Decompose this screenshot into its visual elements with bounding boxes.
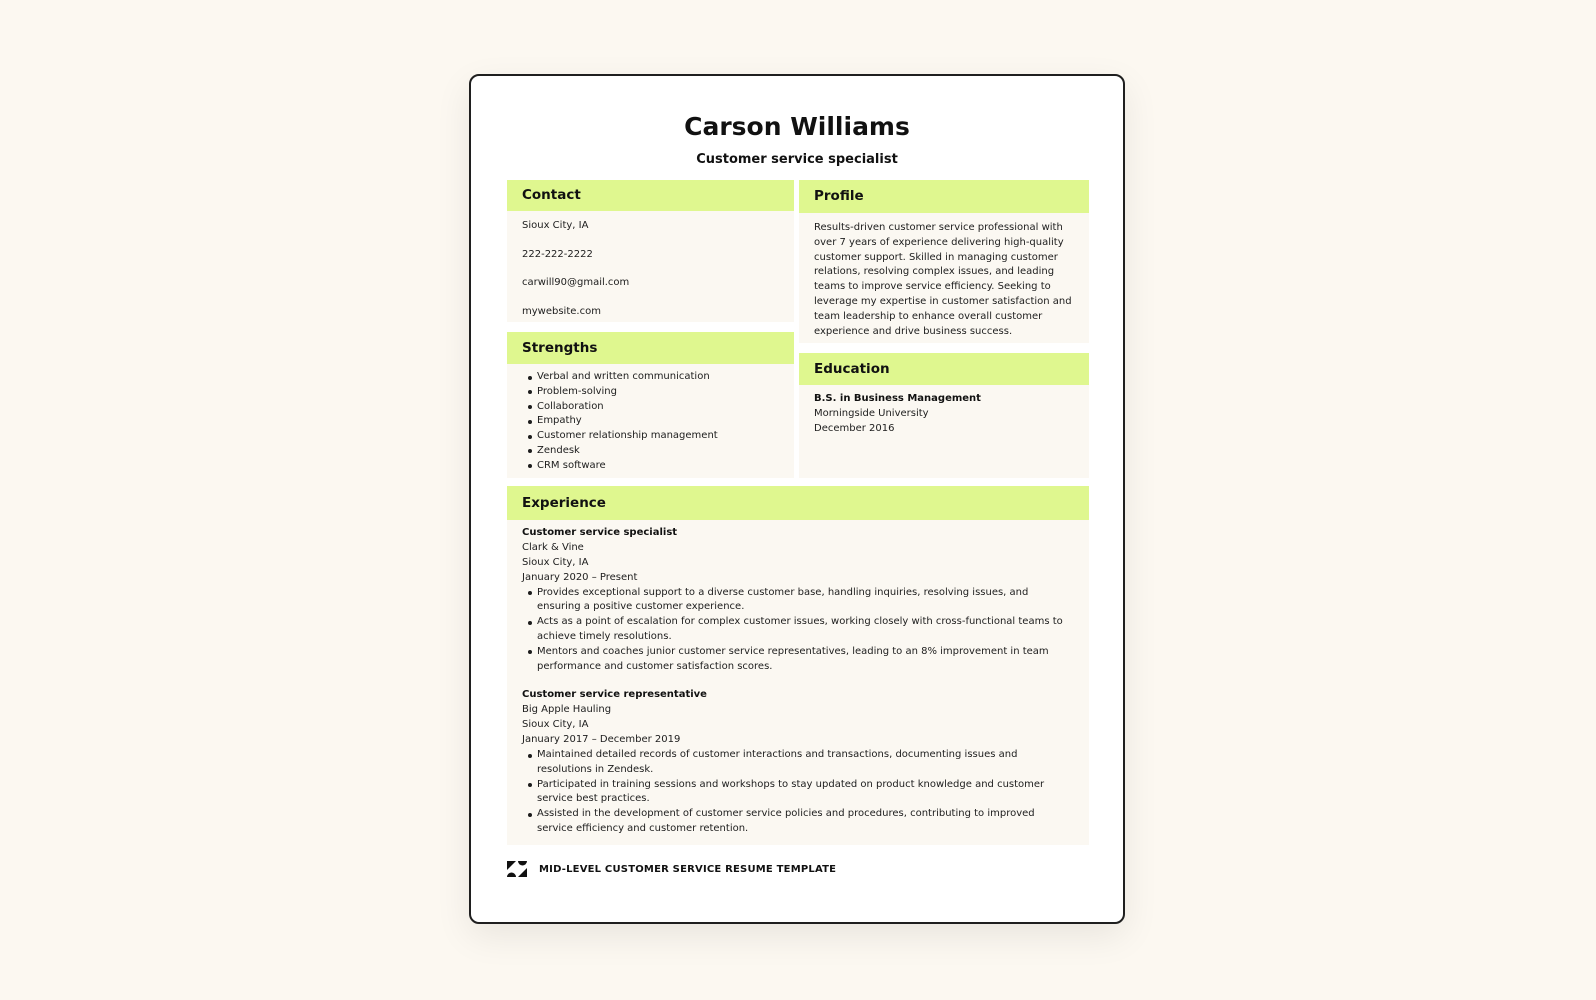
job-bullet: Provides exceptional support to a diverse customer base, handling inquiries, resolving issues, and ensuring a positive customer experience. bbox=[522, 586, 1065, 616]
contact-phone: 222-222-2222 bbox=[522, 248, 593, 260]
job-entry bbox=[522, 688, 1065, 836]
contact-section bbox=[507, 180, 794, 322]
job-dates: January 2020 – Present bbox=[522, 571, 638, 583]
job-bullet: Assisted in the development of customer service policies and procedures, contributing to improved service efficiency and customer retention. bbox=[522, 807, 1065, 837]
job-title: Customer service representative bbox=[522, 689, 707, 701]
strength-item: Empathy bbox=[522, 414, 779, 429]
job-bullet: Maintained detailed records of customer interactions and transactions, documenting issues and resolutions in Zendesk. bbox=[522, 748, 1065, 778]
footer-label: MID-LEVEL CUSTOMER SERVICE RESUME TEMPLATE bbox=[539, 863, 837, 875]
resume-name: Carson Williams bbox=[684, 112, 910, 141]
strengths-section bbox=[507, 332, 794, 478]
job-location: Sioux City, IA bbox=[522, 556, 589, 568]
contact-website: mywebsite.com bbox=[522, 305, 601, 317]
resume-title: Customer service specialist bbox=[696, 152, 898, 167]
job-bullet: Mentors and coaches junior customer service representatives, leading to an 8% improvement in team performance and customer satisfaction scores. bbox=[522, 645, 1065, 675]
profile-section bbox=[799, 180, 1089, 343]
education-section bbox=[799, 353, 1089, 478]
education-degree: B.S. in Business Management bbox=[814, 393, 981, 404]
strengths-list bbox=[522, 370, 779, 474]
job-company: Clark & Vine bbox=[522, 541, 584, 553]
job-dates: January 2017 – December 2019 bbox=[522, 734, 681, 746]
contact-email: carwill90@gmail.com bbox=[522, 277, 630, 288]
job-title: Customer service specialist bbox=[522, 527, 678, 538]
education-date: December 2016 bbox=[814, 422, 895, 434]
experience-heading: Experience bbox=[507, 486, 1089, 520]
job-bullets bbox=[522, 586, 1065, 675]
education-heading: Education bbox=[799, 353, 1089, 385]
strength-item: CRM software bbox=[522, 459, 779, 474]
resume-card bbox=[469, 74, 1125, 924]
job-bullet: Participated in training sessions and workshops to stay updated on product knowledge and customer service best practices. bbox=[522, 778, 1065, 808]
strength-item: Collaboration bbox=[522, 400, 779, 415]
footer bbox=[507, 860, 836, 878]
job-bullet: Acts as a point of escalation for complex customer issues, working closely with cross-functional teams to achieve timely resolutions. bbox=[522, 615, 1065, 645]
profile-heading: Profile bbox=[799, 180, 1089, 213]
job-location: Sioux City, IA bbox=[522, 719, 589, 731]
contact-location: Sioux City, IA bbox=[522, 220, 589, 231]
zendesk-logo-icon bbox=[507, 861, 527, 877]
strength-item: Customer relationship management bbox=[522, 429, 779, 444]
job-entry bbox=[522, 526, 1065, 674]
strength-item: Verbal and written communication bbox=[522, 370, 779, 385]
strength-item: Zendesk bbox=[522, 444, 779, 459]
job-company: Big Apple Hauling bbox=[522, 704, 612, 716]
contact-heading: Contact bbox=[507, 180, 794, 211]
education-school: Morningside University bbox=[814, 407, 929, 419]
strength-item: Problem-solving bbox=[522, 385, 779, 400]
experience-section bbox=[507, 486, 1089, 845]
job-bullets bbox=[522, 748, 1065, 837]
profile-text: Results-driven customer service professional with over 7 years of experience delivering high-quality customer support. Skilled in managing customer relations, resolving complex issues, and leading teams to improve service efficiency. Seeking to leverage my expertise in customer satisfaction and team leadership to enhance overall customer experience and drive business success. bbox=[814, 222, 1072, 337]
strengths-heading: Strengths bbox=[507, 332, 794, 364]
